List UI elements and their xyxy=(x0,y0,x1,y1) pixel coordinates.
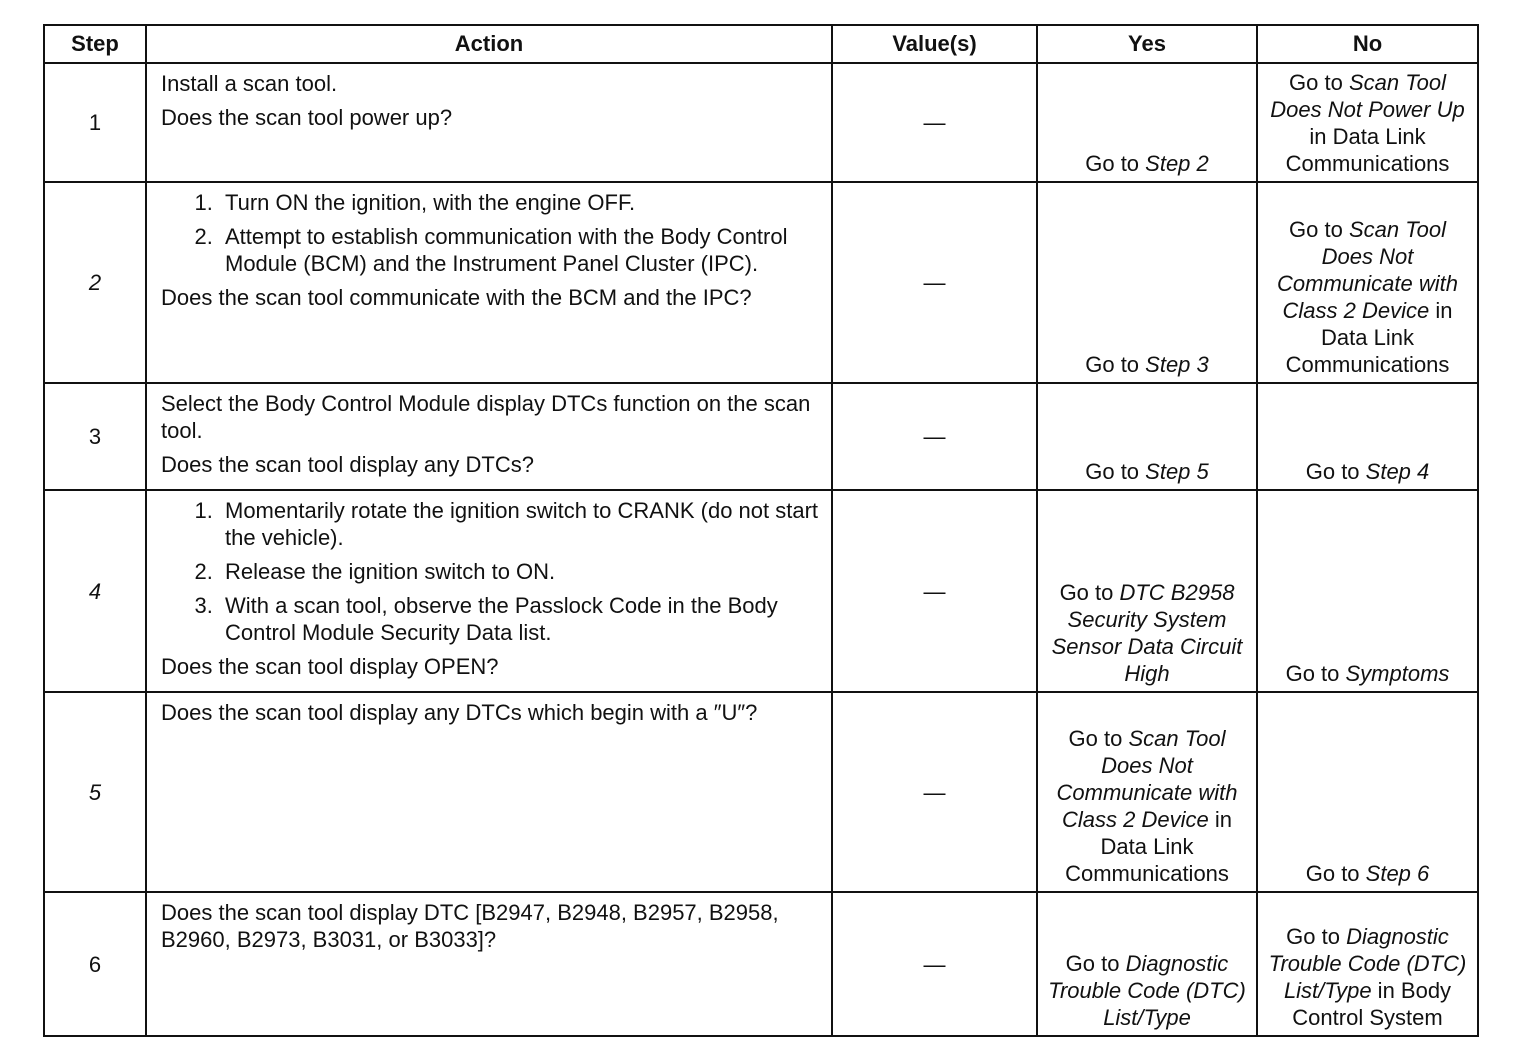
action-question: Does the scan tool display DTC [B2947, B2948, B2957, B2958, B2960, B2973, B3031, or B3033]? xyxy=(161,900,779,952)
value-cell: — xyxy=(832,182,1037,383)
no-result-ref: Symptoms xyxy=(1345,661,1450,686)
no-result-ref: Diagnostic Trouble Code (DTC) List/Type xyxy=(1268,924,1467,1003)
no-result-plain: Go to xyxy=(1305,459,1366,484)
yes-result-plain: Go to xyxy=(1068,726,1129,751)
no-result-tail: in Data Link Communications xyxy=(1285,298,1453,377)
header-action: Action xyxy=(146,25,832,63)
no-result-plain: Go to xyxy=(1305,861,1366,886)
no-result-plain: Go to xyxy=(1289,217,1349,242)
step-number: 4 xyxy=(44,490,146,692)
header-no: No xyxy=(1257,25,1478,63)
yes-result-ref: DTC B2958 Security System Sensor Data Circuit High xyxy=(1051,580,1243,686)
action-cell xyxy=(146,490,832,692)
yes-result-ref: Scan Tool Does Not Communicate with Class 2 Device xyxy=(1056,726,1238,832)
action-step: 1. Turn ON the ignition, with the engine OFF. xyxy=(219,189,819,216)
action-question: Does the scan tool display any DTCs which begin with a ″U″? xyxy=(161,700,758,725)
table-row xyxy=(44,692,1478,892)
action-step: 1. Momentarily rotate the ignition switch to CRANK (do not start the vehicle). xyxy=(219,497,819,551)
action-question: Does the scan tool power up? xyxy=(161,105,453,130)
action-step: 3. With a scan tool, observe the Passlock Code in the Body Control Module Security Data list. xyxy=(219,592,819,646)
no-result-ref: Step 6 xyxy=(1365,861,1430,886)
yes-result-plain: Go to xyxy=(1065,951,1126,976)
no-result-ref: Step 4 xyxy=(1365,459,1430,484)
action-step: 2. Release the ignition switch to ON. xyxy=(219,558,819,585)
no-result-tail: in Data Link Communications xyxy=(1285,124,1450,176)
yes-cell xyxy=(1037,63,1257,182)
no-cell xyxy=(1257,182,1478,383)
action-cell xyxy=(146,182,832,383)
step-number: 2 xyxy=(44,182,146,383)
action-steps-list xyxy=(161,189,819,277)
no-result-plain: Go to xyxy=(1285,661,1346,686)
action-question: Does the scan tool display OPEN? xyxy=(161,654,499,679)
value-cell: — xyxy=(832,383,1037,490)
no-cell xyxy=(1257,892,1478,1036)
yes-result-plain: Go to xyxy=(1085,352,1146,377)
no-result-tail: in Body Control System xyxy=(1292,978,1452,1030)
header-row xyxy=(44,25,1478,63)
yes-result-ref: Step 5 xyxy=(1145,459,1209,484)
step-number: 6 xyxy=(44,892,146,1036)
no-result-plain: Go to xyxy=(1289,70,1349,95)
action-instruction: Select the Body Control Module display DTCs function on the scan tool. xyxy=(161,391,811,443)
diagnostic-table xyxy=(43,24,1479,1037)
yes-result-plain: Go to xyxy=(1085,459,1146,484)
action-steps-list xyxy=(161,497,819,646)
no-cell xyxy=(1257,692,1478,892)
action-step: 2. Attempt to establish communication with the Body Control Module (BCM) and the Instrument Panel Cluster (IPC). xyxy=(219,223,819,277)
yes-result-plain: Go to xyxy=(1059,580,1120,605)
no-result-ref: Scan Tool Does Not Power Up xyxy=(1270,70,1465,122)
action-cell xyxy=(146,692,832,892)
step-number: 1 xyxy=(44,63,146,182)
value-cell: — xyxy=(832,892,1037,1036)
value-cell: — xyxy=(832,692,1037,892)
step-number: 3 xyxy=(44,383,146,490)
action-question: Does the scan tool communicate with the BCM and the IPC? xyxy=(161,285,752,310)
yes-result-tail: in Data Link Communications xyxy=(1065,807,1232,886)
no-cell xyxy=(1257,383,1478,490)
yes-result-plain: Go to xyxy=(1085,151,1146,176)
yes-cell xyxy=(1037,490,1257,692)
action-cell xyxy=(146,892,832,1036)
no-result-plain: Go to xyxy=(1286,924,1347,949)
table-row xyxy=(44,63,1478,182)
no-result-ref: Scan Tool Does Not Communicate with Class 2 Device xyxy=(1277,217,1458,323)
value-cell: — xyxy=(832,63,1037,182)
yes-result-ref: Step 3 xyxy=(1145,352,1209,377)
action-question: Does the scan tool display any DTCs? xyxy=(161,452,534,477)
table-body xyxy=(44,63,1478,1036)
header-step: Step xyxy=(44,25,146,63)
action-cell xyxy=(146,383,832,490)
table-row xyxy=(44,383,1478,490)
header-values: Value(s) xyxy=(832,25,1037,63)
yes-cell xyxy=(1037,383,1257,490)
yes-cell xyxy=(1037,892,1257,1036)
step-number: 5 xyxy=(44,692,146,892)
table-row xyxy=(44,490,1478,692)
action-instruction: Install a scan tool. xyxy=(161,71,338,96)
table-row xyxy=(44,182,1478,383)
no-cell xyxy=(1257,63,1478,182)
action-cell xyxy=(146,63,832,182)
header-yes: Yes xyxy=(1037,25,1257,63)
yes-cell xyxy=(1037,182,1257,383)
no-cell xyxy=(1257,490,1478,692)
value-cell: — xyxy=(832,490,1037,692)
table-row xyxy=(44,892,1478,1036)
yes-result-ref: Diagnostic Trouble Code (DTC) List/Type xyxy=(1048,951,1246,1030)
yes-result-ref: Step 2 xyxy=(1145,151,1209,176)
yes-cell xyxy=(1037,692,1257,892)
